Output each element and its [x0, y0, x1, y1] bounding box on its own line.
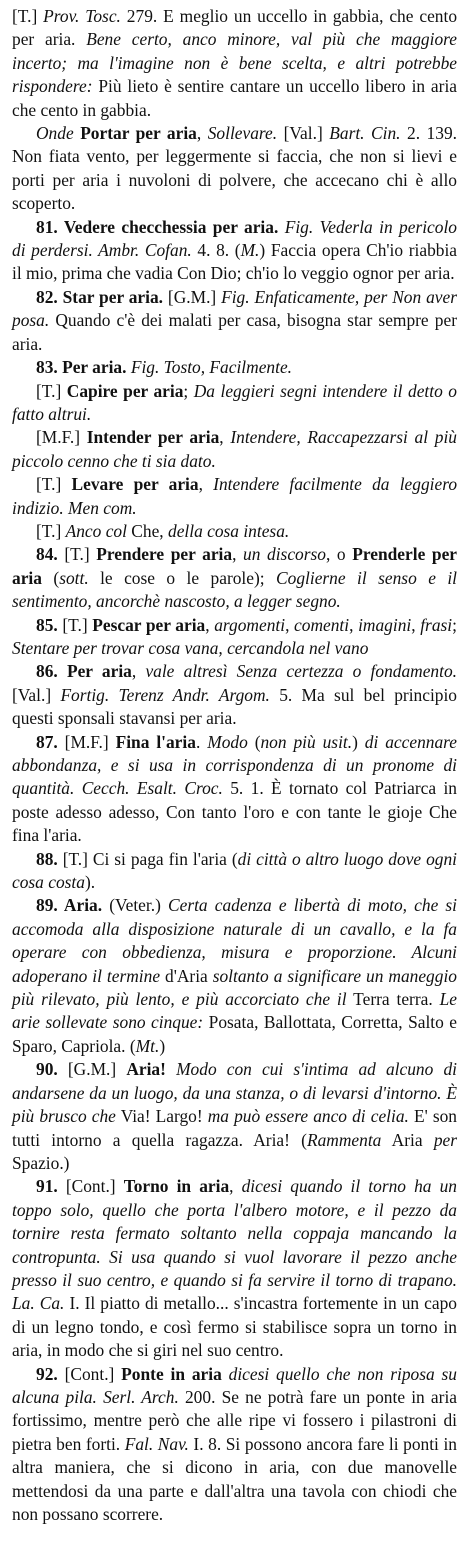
- dictionary-entry: [12, 1363, 457, 1527]
- entry-text: [Val.]: [12, 684, 61, 705]
- dictionary-entry: [12, 543, 457, 613]
- italic-text: Sollevare.: [207, 123, 278, 144]
- italic-text: Le arie sollevate sono cinque:: [12, 989, 458, 1033]
- entry-text: 200. Se ne potrà fare un ponte in aria fortissimo, mentre però che alle ripe vi fossero i pilastroni di pietra ben forti.: [12, 1386, 457, 1454]
- italic-text: Onde: [36, 123, 74, 144]
- entry-text: ): [159, 1035, 166, 1056]
- headword: Levare per aria: [71, 474, 199, 495]
- entry-text: [T.]: [36, 380, 67, 401]
- entry-text: ,: [196, 123, 208, 144]
- italic-text: dicesi quello che non riposa su alcuna pila. Serl. Arch.: [12, 1363, 457, 1407]
- entry-text: Quando c'è dei malati per casa, bisogna star sempre per aria.: [12, 310, 457, 354]
- headword: 90.: [36, 1059, 68, 1080]
- italic-text: Stentare per trovar cosa vana, cercandola nel vano: [12, 637, 369, 658]
- headword: 82. Star per aria.: [36, 286, 164, 307]
- dictionary-entry: [12, 520, 457, 543]
- dictionary-entry: [12, 614, 457, 661]
- headword: 92.: [36, 1363, 65, 1384]
- dictionary-entry: [12, 731, 457, 848]
- entry-text: ,: [285, 614, 295, 635]
- headword: 89. Aria.: [36, 895, 103, 916]
- italic-text: argomenti: [214, 614, 286, 635]
- entry-text: ,: [232, 544, 244, 565]
- entry-text: Via! Largo!: [115, 1106, 208, 1127]
- entry-text: I. Il piatto di metallo... s'incastra fortemente in un capo di un legno tondo, e così fermo si stabilisce sopra un torno in aria, in modo che si giri nel suo centro.: [12, 1293, 457, 1361]
- italic-text: Fig. Enfaticamente, per Non aver posa.: [12, 286, 457, 331]
- italic-text: M.: [240, 240, 260, 261]
- entry-text: 2. 139. Non fiata vento, per leggermente si faccia, che non si lievi e porti per aria i nuvoloni di polvere, che accecano chi è allo scoperto.: [12, 123, 457, 214]
- entry-text: ;: [452, 614, 457, 635]
- entry-text: [Cont.]: [64, 1363, 122, 1384]
- entry-text: [T.]: [62, 614, 93, 635]
- dictionary-entry: [12, 848, 457, 895]
- entry-text: ) Faccia opera Ch'io riabbia il mio, prima che vadia Con Dio; ch'io lo veggio ognor per aria.: [12, 240, 458, 284]
- entry-text: Posata, Ballottata, Corretta, Salto e Sparo, Capriola. (: [12, 1012, 457, 1056]
- dictionary-entry: [12, 894, 457, 1058]
- headword: 85.: [36, 614, 63, 635]
- italic-text: Intendere facilmente da leggiero indizio. Men com.: [12, 474, 458, 518]
- italic-text: Modo con cui s'intima ad alcuno di andarsene da un luogo, da una stanza, o di levarsi d'intorno. È più brusco che: [12, 1059, 457, 1127]
- dictionary-entry: [12, 216, 457, 286]
- headword: Portar per aria: [80, 123, 197, 144]
- dictionary-entry: [12, 122, 457, 216]
- headword: Prendere per aria: [96, 544, 233, 565]
- entry-text: E' son tutti intorno a quella ragazza. Aria! (: [12, 1106, 457, 1150]
- italic-text: Fig. Tosto, Facilmente.: [130, 357, 293, 378]
- italic-text: soltanto a significare un maneggio più rilevato, più lento, e più accorciato che il: [12, 965, 457, 1010]
- entry-text: (: [247, 731, 261, 752]
- entry-text: [M.F.]: [64, 731, 116, 752]
- entry-text: 5. Ma sul bel principio questi sponsali stavansi per aria.: [12, 684, 458, 729]
- dictionary-entry: [12, 1058, 457, 1175]
- entry-text: Spazio.): [12, 1152, 70, 1173]
- headword: 83. Per aria.: [36, 357, 127, 378]
- italic-text: della cosa intesa.: [168, 520, 290, 541]
- italic-text: Da leggieri segni intendere il detto o fatto altrui.: [12, 380, 457, 424]
- entry-text: ,: [229, 1176, 242, 1197]
- italic-text: frasi: [420, 614, 453, 635]
- entry-text: [G.M.]: [163, 286, 222, 307]
- headword: Fina l'aria: [115, 731, 196, 752]
- italic-text: di accennare abbondanza, e si usa in corrispondenza di un pronome di quantità. Cecch. Esalt. Croc.: [12, 731, 458, 799]
- entry-text: ;: [183, 380, 194, 401]
- entry-text: ,: [205, 614, 215, 635]
- italic-text: Coglierne il senso e il sentimento, ancorchè nascosto, a legger segno.: [12, 567, 458, 612]
- italic-text: Certa cadenza e libertà di moto, che si accomoda alla disposizione naturale di un cavallo, e la fa operare con obbedienza, misura e proporzione. Alcuni adoperano il termine: [12, 895, 458, 986]
- italic-text: vale altresì Senza certezza o fondamento.: [145, 661, 458, 682]
- italic-text: Bene certo, anco minore, val più che maggiore incerto; ma l'imagine non è bene scelta, e altri potrebbe rispondere:: [12, 29, 457, 97]
- entry-text: [T.]: [36, 520, 66, 541]
- italic-text: Anco col: [65, 520, 127, 541]
- entry-text: 5. 1. È tornato col Patriarca in poste adesso adesso, Con tanto l'oro e con tante le gioje Che fina l'aria.: [12, 778, 457, 846]
- italic-text: imagini: [358, 614, 412, 635]
- entry-text: [222, 1364, 229, 1384]
- entry-text: ,: [131, 661, 146, 682]
- entry-text: ,: [411, 614, 421, 635]
- headword: 81. Vedere checchessia per aria.: [36, 216, 279, 237]
- entry-text: ): [352, 731, 365, 752]
- dictionary-entry: [12, 380, 457, 427]
- entry-text: Più lieto è sentire cantare un uccello libero in aria che cento in gabbia.: [12, 76, 457, 120]
- entry-text: .: [195, 731, 208, 752]
- headword: Ponte in aria: [121, 1363, 222, 1384]
- italic-text: non più usit.: [260, 731, 353, 752]
- dictionary-entry: [12, 426, 457, 473]
- entry-text: d'Aria: [160, 965, 213, 986]
- entry-text: ,: [349, 614, 359, 635]
- dictionary-entry: [12, 286, 457, 356]
- italic-text: Prov. Tosc.: [43, 6, 121, 26]
- headword: 88.: [36, 848, 63, 869]
- italic-text: Mt.: [135, 1035, 160, 1056]
- entry-text: (Veter.): [102, 895, 169, 916]
- italic-text: Modo: [207, 731, 248, 752]
- entry-text: 279. E meglio un uccello in gabbia, che cento per aria.: [12, 6, 458, 50]
- italic-text: Bart. Cin.: [329, 123, 401, 144]
- italic-text: ma può essere anco di celia.: [207, 1106, 409, 1127]
- dictionary-entry: [12, 5, 457, 122]
- dictionary-entry: [12, 1175, 457, 1362]
- headword: Pescar per aria: [92, 614, 206, 635]
- headword: 87.: [36, 731, 65, 752]
- italic-text: Fortig. Terenz Andr. Argom.: [60, 684, 270, 705]
- entry-text: , o: [325, 544, 353, 565]
- entry-text: (: [41, 567, 60, 588]
- headword: Intender per aria: [86, 427, 220, 448]
- headword: Torno in aria: [123, 1176, 230, 1197]
- headword: 84.: [36, 544, 65, 565]
- entry-text: [Cont.]: [65, 1176, 124, 1197]
- italic-text: Fal. Nav.: [124, 1433, 189, 1454]
- headword: Aria!: [126, 1059, 166, 1080]
- entry-text: I. 8. Si possono ancora fare li ponti in altra maniera, che si dicono in aria, con due manovelle mettendosi da una parte e dall'altra una tavola con chiodi che non possano scorrere.: [12, 1433, 457, 1524]
- entry-text: ,: [198, 474, 214, 495]
- entry-text: le cose o le parole);: [88, 567, 277, 588]
- entry-text: ,: [219, 427, 231, 448]
- italic-text: Rammenta: [306, 1129, 382, 1150]
- italic-text: Fig. Vederla in pericolo di perdersi. Ambr. Cofan.: [12, 216, 457, 261]
- italic-text: per: [433, 1129, 457, 1150]
- entry-text: [M.F.]: [36, 427, 87, 448]
- italic-text: Intendere, Raccapezzarsi al più piccolo cenno che ti sia dato.: [12, 427, 458, 471]
- headword: Capire per aria: [66, 380, 184, 401]
- entry-text: [T.] Ci si paga fin l'aria (: [62, 848, 238, 869]
- entry-text: Terra terra.: [346, 989, 440, 1010]
- headword: Prenderle per aria: [12, 544, 458, 588]
- entry-text: Che,: [126, 520, 168, 541]
- entry-text: [T.]: [36, 474, 72, 495]
- entry-text: [T.]: [64, 544, 97, 565]
- entry-text: [166, 1059, 176, 1079]
- dictionary-entry: [12, 473, 457, 520]
- dictionary-entry: [12, 356, 457, 379]
- entry-text: [Val.]: [277, 123, 330, 144]
- italic-text: dicesi quando il torno ha un toppo solo, quello che porta l'albero motore, e il pezzo da tornire resta fermato soltanto nella coppaja mancando la contropunta. Si usa quando si vuol lavorare il pezzo anche presso il suo centro, e quando si fa servire il torno di trapano. La. Ca.: [12, 1176, 457, 1314]
- entry-text: Aria: [381, 1129, 434, 1150]
- italic-text: un discorso: [243, 544, 326, 565]
- headword: 91.: [36, 1176, 66, 1197]
- italic-text: sott.: [59, 567, 89, 588]
- headword: 86. Per aria: [36, 661, 132, 682]
- italic-text: comenti: [294, 614, 350, 635]
- entry-text: ).: [84, 872, 96, 893]
- italic-text: di città o altro luogo dove ogni cosa costa: [12, 848, 457, 893]
- dictionary-entry: [12, 660, 457, 730]
- entry-text: [G.M.]: [67, 1059, 127, 1080]
- entry-text: [T.]: [12, 6, 44, 26]
- entry-text: 4. 8. (: [191, 240, 241, 261]
